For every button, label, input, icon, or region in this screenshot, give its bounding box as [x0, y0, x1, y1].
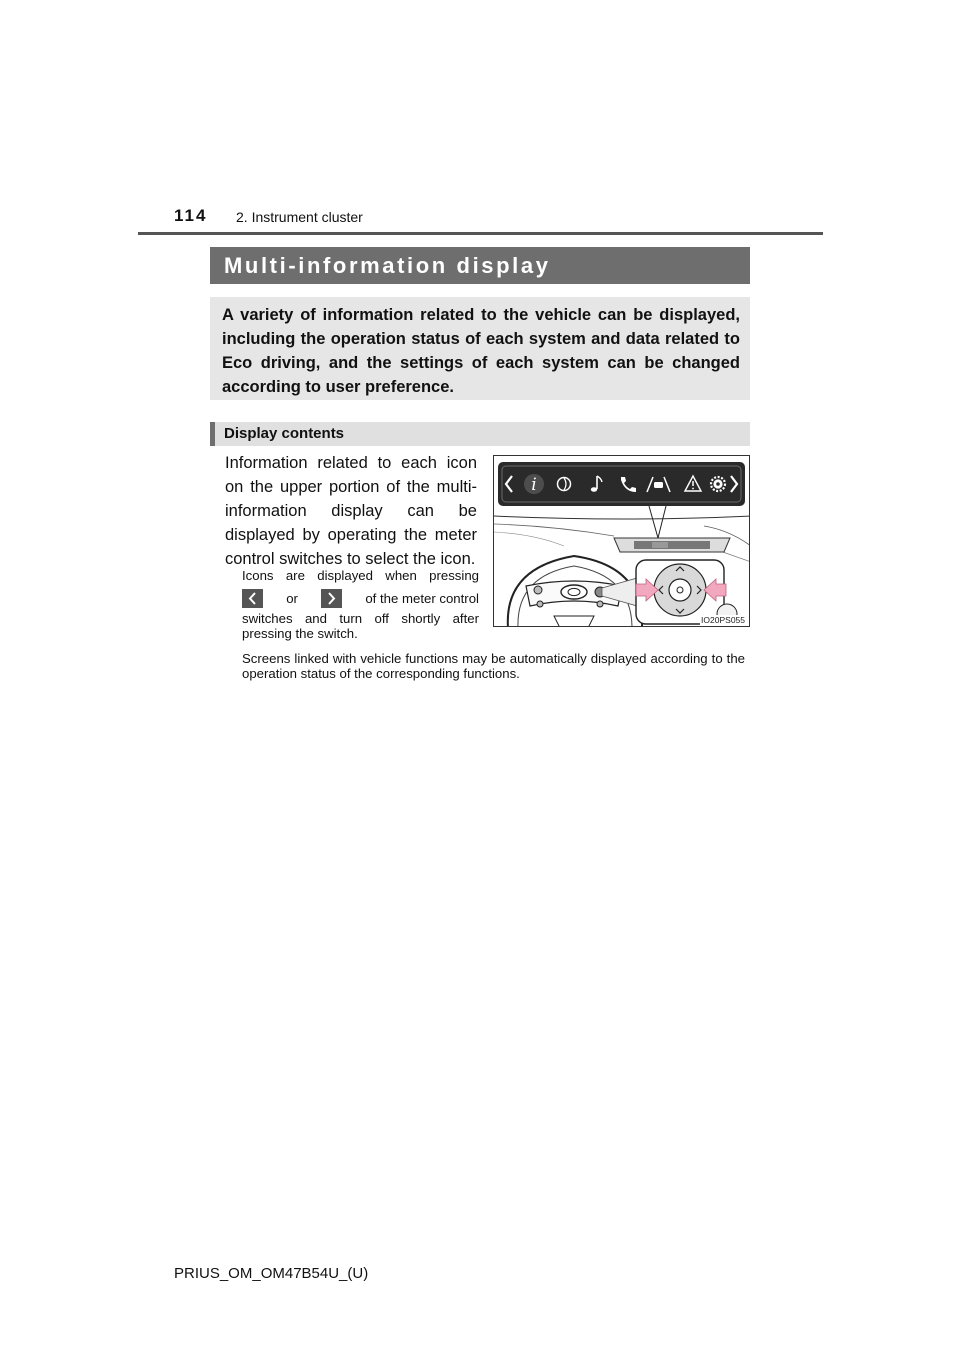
footer-manual-code: PRIUS_OM_OM47B54U_(U): [174, 1265, 369, 1282]
intro-box: [210, 297, 750, 400]
section-title: Multi-information display: [224, 253, 551, 278]
section-title-bar: [210, 247, 750, 284]
note-line-3: switches and turn off shortly after: [242, 611, 479, 626]
note-line-4: pressing the switch.: [242, 626, 358, 641]
note-linked-screens: Screens linked with vehicle functions may be automatically displayed according to the operation status of the corresponding functions.: [242, 651, 745, 681]
info-icon: i: [531, 475, 537, 495]
note-or-text: or: [286, 590, 298, 606]
note-line-2: [242, 587, 479, 609]
instrument-figure: [493, 455, 750, 627]
subsection-title-bar: [210, 422, 750, 446]
right-switch-icon: [321, 589, 342, 608]
body-text: Information related to each icon on the upper portion of the multi-information display can be displayed by operating the meter control switches to select the icon.: [225, 454, 477, 568]
subsection-title: Display contents: [224, 425, 345, 442]
chapter-title: 2. Instrument cluster: [236, 209, 363, 225]
dashboard-illustration: [494, 456, 750, 627]
figure-code: IO20PS055: [701, 615, 745, 625]
left-switch-icon: [242, 589, 263, 608]
note-after-text: of the meter control: [365, 590, 479, 606]
page-number: 114: [174, 206, 208, 225]
note-line-1: Icons are displayed when pressing: [242, 568, 479, 583]
header-rule: [138, 232, 823, 235]
intro-text: A variety of information related to the vehicle can be displayed, including the operation status of each system and data related to Eco driving, and the settings of each system can be changed according to user preference.: [222, 306, 740, 396]
note-icons-display: [242, 568, 479, 641]
